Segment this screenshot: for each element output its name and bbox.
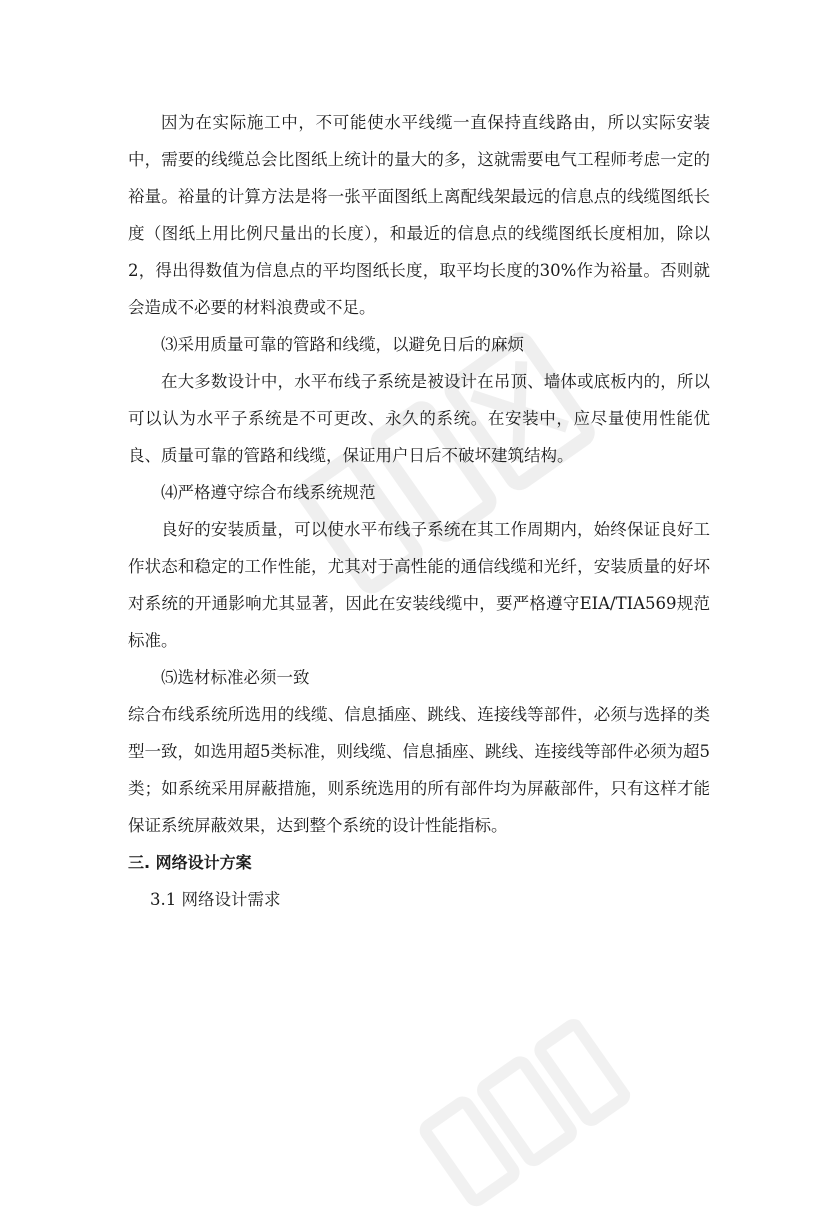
document-body [128, 104, 710, 918]
watermark-logo-icon [398, 995, 642, 1224]
paragraph-installation-quality: 良好的安装质量，可以使水平布线子系统在其工作周期内，始终保证良好工作状态和稳定的工作性能，尤其对于高性能的通信线缆和光纤，安装质量的好坏对系统的开通影响尤其显著，因此在安装线缆中，要严格遵守EIA/TIA569规范标准。 [128, 520, 710, 650]
item-heading-3: ⑶采用质量可靠的管路和线缆，以避免日后的麻烦 [161, 335, 524, 354]
section-title: 三. 网络设计方案 [128, 853, 252, 872]
paragraph-reliable-materials: 在大多数设计中，水平布线子系统是被设计在吊顶、墙体或底板内的，所以可以认为水平子系统是不可更改、永久的系统。在安装中，应尽量使用性能优良、质量可靠的管路和线缆，保证用户日后不破坏建筑结构。 [128, 372, 710, 465]
item-heading-4: ⑷严格遵守综合布线系统规范 [161, 483, 376, 502]
subsection-title: 3.1 网络设计需求 [150, 890, 281, 909]
paragraph-margin-calculation: 因为在实际施工中，不可能使水平线缆一直保持直线路由，所以实际安装中，需要的线缆总会比图纸上统计的量大的多，这就需要电气工程师考虑一定的裕量。裕量的计算方法是将一张平面图纸上离配线架最远的信息点的线缆图纸长度（图纸上用比例尺量出的长度），和最近的信息点的线缆图纸长度相加，除以2，得出得数值为信息点的平均图纸长度，取平均长度的30%作为裕量。否则就会造成不必要的材料浪费或不足。 [128, 113, 710, 317]
item-heading-5: ⑸选材标准必须一致 [161, 668, 310, 687]
paragraph-material-standards: 综合布线系统所选用的线缆、信息插座、跳线、连接线等部件，必须与选择的类型一致，如选用超5类标准，则线缆、信息插座、跳线、连接线等部件必须为超5类；如系统采用屏蔽措施，则系统选用的所有部件均为屏蔽部件，只有这样才能保证系统屏蔽效果，达到整个系统的设计性能指标。 [128, 705, 710, 835]
